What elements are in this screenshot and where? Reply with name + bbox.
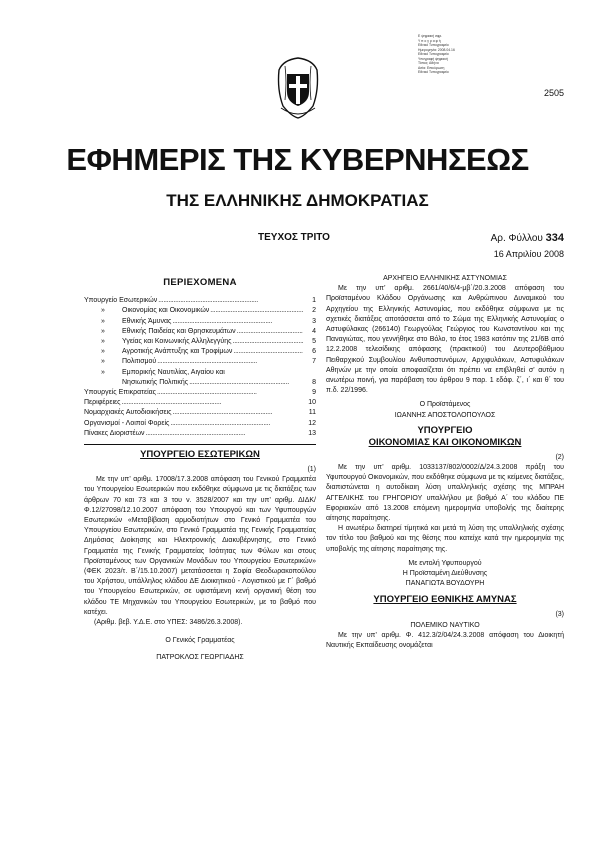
contents-entry[interactable] <box>84 306 316 316</box>
stamp-line: Υπογραφή ψηφιακή <box>418 56 448 61</box>
decision-body: Η ανωτέρω διατηρεί τίμητικά και μετά τη λύση της υπαλληλικής σχέσης τον τίτλο του βαθμού και της θέσης που κατείχε κατά την ημερομηνία της υποβολής της αίτησης παραίτησης της. <box>326 525 564 553</box>
left-column <box>84 266 316 663</box>
stamp-line: Τόπος: Αθήνα <box>418 61 439 65</box>
decision-body: Με την υπ’ αριθμ. 17008/17.3.2008 απόφαση του Γενικού Γραμματέα του Υπουργείου Εσωτερικών που εκδόθηκε σύμφωνα με τις διατάξεις των άρθρων 70 και 73 και 3 του ν. 3528/2007 και την υπ’ αριθμ. ΔΙΔΚ/Φ.12/27098/12.10.2007 απόφαση του Υπουργού και των Υφυπουργών Εσωτερικών «Μεταβίβαση αρμοδιοτήτων στο Γενικό Γραμματέα του Υπουργείου Εσωτερικών, στο Γενικό Γραμματέα της Γενικής Γραμματείας Δημόσιας Διοίκησης και Ηλεκτρονικής Διακυβέρνησης, στο Γενικό Γραμματέα της Γενικής Γραμματείας Ισότητας των Φύλων και στους Προϊσταμένους των Οργανικών Μονάδων του Υπουργείου Εσωτερικών» (ΦΕΚ 2023/τ. Β΄/15.10.2007) μετατάσσεται η Σοφία Θεοδωρακοπούλου του Χρήστου, υπάλληλος κλάδου ΔΕ Διοικητικού - Λογιστικού με Γ΄ βαθμό του Υπουργείου Εσωτερικών, σε υφιστάμενη κενή οργανική θέση του κλάδου ΤΕ Μηχανικών του Υπουργείου Εσωτερικών, με το βαθμό που κατέχει. <box>84 476 316 616</box>
contents-entry[interactable] <box>84 317 316 327</box>
contents-entry-text: Νησιωτικής Πολιτικής <box>122 378 189 386</box>
contents-entry-page: 7 <box>312 358 316 366</box>
section-heading: ΑΡΧΗΓΕΙΟ ΕΛΛΗΝΙΚΗΣ ΑΣΤΥΝΟΜΙΑΣ <box>383 275 507 282</box>
digital-signature-stamp <box>418 34 486 75</box>
contents-entry-text: Υγείας και Κοινωνικής Αλληλεγγύης <box>122 338 232 346</box>
contents-entry[interactable] <box>84 357 316 367</box>
contents-entry-text: Πίνακες Διοριστέων <box>84 429 145 437</box>
contents-entry-text: Εθνικής Άμυνας <box>122 317 172 325</box>
contents-entry-page: 4 <box>312 327 316 335</box>
contents-list <box>84 296 316 439</box>
section-heading <box>326 437 564 449</box>
contents-entry[interactable] <box>84 327 316 337</box>
contents-entry[interactable] <box>84 378 316 388</box>
contents-entry-page: 13 <box>308 429 316 437</box>
section-heading-text: ΥΠΟΥΡΓΕΙΟ ΕΘΝΙΚΗΣ ΑΜΥΝΑΣ <box>373 594 517 606</box>
contents-entry-page: 3 <box>312 317 316 325</box>
contents-entry-text: Αγροτικής Ανάπτυξης και Τροφίμων <box>122 348 233 356</box>
stamp-line: Εθνικό Τυπογραφείο <box>418 52 449 56</box>
stamp-line: Υ π ο γ ρ α φ ή <box>418 38 441 43</box>
contents-entry[interactable] <box>84 296 316 306</box>
contents-entry[interactable] <box>84 347 316 357</box>
ditto-mark: » <box>101 348 105 356</box>
stamp-line: Εθνικό Τυπογραφείο <box>418 43 449 47</box>
contents-entry-text: Νομαρχιακές Αυτοδιοικήσεις <box>84 409 172 417</box>
leader-dots <box>172 317 303 327</box>
signature-role: Ο Προϊστάμενος <box>419 401 471 409</box>
page-number: 2505 <box>543 88 564 98</box>
contents-entry-text: Πολιτισμού <box>122 358 157 366</box>
leader-dots <box>189 378 303 388</box>
ditto-mark: » <box>101 338 105 346</box>
ditto-mark: » <box>101 317 105 325</box>
section-heading <box>326 594 564 606</box>
sheet-number <box>440 232 564 244</box>
contents-entry-text: Εθνικής Παιδείας και Θρησκευμάτων <box>122 327 236 335</box>
leader-dots <box>173 408 303 418</box>
decision-body: Με την υπ’ αριθμ. Φ. 412.3/2/04/24.3.2008 απόφαση του Διοικητή Ναυτικής Εκπαίδευσης ονομάζεται <box>326 631 564 650</box>
stamp-line: Ε ψηφιακή σφρ. <box>418 34 443 38</box>
signature-name: ΙΩΑΝΝΗΣ ΑΠΟΣΤΟΛΟΠΟΥΛΟΣ <box>394 411 496 419</box>
leader-dots <box>157 357 303 367</box>
signature-line: Με εντολή Υφυπουργού <box>408 559 482 567</box>
ditto-mark: » <box>101 307 105 315</box>
leader-dots <box>237 327 303 337</box>
contents-entry-page: 5 <box>312 338 316 346</box>
contents-entry[interactable] <box>84 398 316 408</box>
stamp-line: Ημερομηνία: 2008.04.16 <box>418 47 455 52</box>
divider <box>84 444 316 445</box>
contents-entry[interactable] <box>84 419 316 429</box>
decision-body: Με την υπ’ αριθμ. 1033137/802/0002/Δ/24.3.2008 πράξη του Υφυπουργού Οικονομικών, που εκδόθηκε σύμφωνα με τις κείμενες διατάξεις, διαπιστώνεται η αυτοδίκαιη λύση υπαλληλικής σχέσης της ΜΠΡΑΗ ΑΓΓΕΛΙΚΗΣ του ΓΡΗΓΟΡΙΟΥ υπαλλήλου με βαθμό Α΄ του κλάδου ΠΕ Εφοριακών από 13.2008 επόμενη ημερομηνία υποβολής της διαίτερης αίτησης παραίτησης. <box>326 464 564 523</box>
contents-entry-text: Υπουργείο Εσωτερικών <box>84 297 158 305</box>
ditto-mark: » <box>101 368 105 376</box>
contents-entry-page: 2 <box>312 307 316 315</box>
contents-entry-page: 10 <box>308 399 316 407</box>
contents-entry[interactable] <box>84 388 316 398</box>
leader-dots <box>146 429 303 439</box>
right-column <box>326 266 564 651</box>
contents-entry-text: Εμπορικής Ναυτιλίας, Αιγαίου και <box>122 368 225 376</box>
decision-number: (1) <box>307 466 316 474</box>
leader-dots <box>170 419 303 429</box>
stamp-line: Αιτία: Επικύρωση <box>418 65 445 70</box>
issue-label: ΤΕΥΧΟΣ ΤΡΙΤΟ <box>258 232 330 243</box>
gazette-title: ΕΦΗΜΕΡΙΣ ΤΗΣ ΚΥΒΕΡΝΗΣΕΩΣ <box>66 142 529 177</box>
publication-date: 16 Απριλίου 2008 <box>493 249 564 259</box>
leader-dots <box>233 347 303 357</box>
subsection-heading: ΠΟΛΕΜΙΚΟ ΝΑΥΤΙΚΟ <box>410 621 480 629</box>
section-heading-text: ΥΠΟΥΡΓΕΙΟ ΕΣΩΤΕΡΙΚΩΝ <box>140 449 260 461</box>
gazette-subtitle: ΤΗΣ ΕΛΛΗΝΙΚΗΣ ΔΗΜΟΚΡΑΤΙΑΣ <box>166 191 429 210</box>
section-heading <box>84 449 316 461</box>
contents-entry-page: 12 <box>308 419 316 427</box>
ditto-mark: » <box>101 358 105 366</box>
signature-name: ΠΑΝΑΓΙΩΤΑ ΒΟΥΔΟΥΡΗ <box>405 580 485 588</box>
contents-entry-text: Υπουργείς Επικρατείας <box>84 389 157 397</box>
reference-note: (Αριθμ. βεβ. Υ.Δ.Ε. στο ΥΠΕΣ: 3486/26.3.2008). <box>94 619 243 627</box>
contents-entry-page: 8 <box>312 378 316 386</box>
coat-of-arms-icon <box>275 56 321 120</box>
signature-name: ΠΑΤΡΟΚΛΟΣ ΓΕΩΡΓΙΑΔΗΣ <box>156 653 244 661</box>
decision-number: (2) <box>555 453 564 461</box>
contents-entry-page: 11 <box>308 409 316 417</box>
leader-dots <box>157 388 303 398</box>
sheet-value: 334 <box>545 232 564 244</box>
decision-body: Με την υπ’ αριθμ. 2661/40/6/4-μβ΄/20.3.2008 απόφαση του Προϊσταμένου Κλάδου Οργάνωσης και Ανθρώπινου Δυναμικού του Αρχηγείου της Ελληνικής Αστυνομίας, που εκδόθηκε σύμφωνα με τις σχετικές διατάξεις αποτάσσεται από το Σώμα της Ελληνικής Αστυνομίας ο Αστυφύλακας (266140) Γεωργούλας Γεώργιος του Κωνσταντίνου και της Παναγιώτας, που γεννήθηκε στο Βόλο, το έτος 1983 κατόπιν της 21/6Β από 12.2.2008 τελεσίδικης απόφασης (πρακτικού) του Δευτεροβάθμιου Πειθαρχικού Συμβουλίου Ανθυπαστυνόμων, Αρχιφυλάκων, Αστυφυλάκων Αθηνών με την οποία αποφασίζεται ότι πρέπει να επιβληθεί σ’ αυτόν η ανωτέρω ποινή, για παράβαση του άρθρου 9 παρ. 1 εδάφ. ζ΄, ι΄ και θ΄ του π.δ. 22/1996. <box>326 285 564 395</box>
contents-entry-text: Οικονομίας και Οικονομικών <box>122 307 210 315</box>
contents-entry[interactable] <box>84 429 316 439</box>
contents-entry-page: 6 <box>312 348 316 356</box>
contents-entry[interactable] <box>84 337 316 347</box>
section-heading: ΥΠΟΥΡΓΕΙΟ <box>417 424 473 436</box>
contents-entry[interactable] <box>84 368 316 378</box>
signature-role: Ο Γενικός Γραμματέας <box>165 637 235 645</box>
contents-entry-text: Περιφέρειες <box>84 399 121 407</box>
decision-number: (3) <box>555 611 564 619</box>
contents-entry-page: 9 <box>312 389 316 397</box>
leader-dots <box>233 337 304 347</box>
contents-entry-text: Οργανισμοί - Λοιποί Φορείς <box>84 419 170 427</box>
stamp-line: Εθνικό Τυπογραφείο <box>418 70 449 74</box>
leader-dots <box>158 296 303 306</box>
signature-line: Η Προϊσταμένη Διεύθυνσης <box>402 570 488 578</box>
contents-title: ΠΕΡΙΕΧΟΜΕΝΑ <box>163 277 237 288</box>
contents-entry[interactable] <box>84 408 316 418</box>
leader-dots <box>122 398 303 408</box>
section-heading-text: ΟΙΚΟΝΟΜΙΑΣ ΚΑΙ ΟΙΚΟΝΟΜΙΚΩΝ <box>368 436 522 448</box>
leader-dots <box>210 306 303 316</box>
contents-entry-page: 1 <box>312 297 316 305</box>
sheet-label: Αρ. Φύλλου <box>490 233 543 244</box>
ditto-mark: » <box>101 327 105 335</box>
